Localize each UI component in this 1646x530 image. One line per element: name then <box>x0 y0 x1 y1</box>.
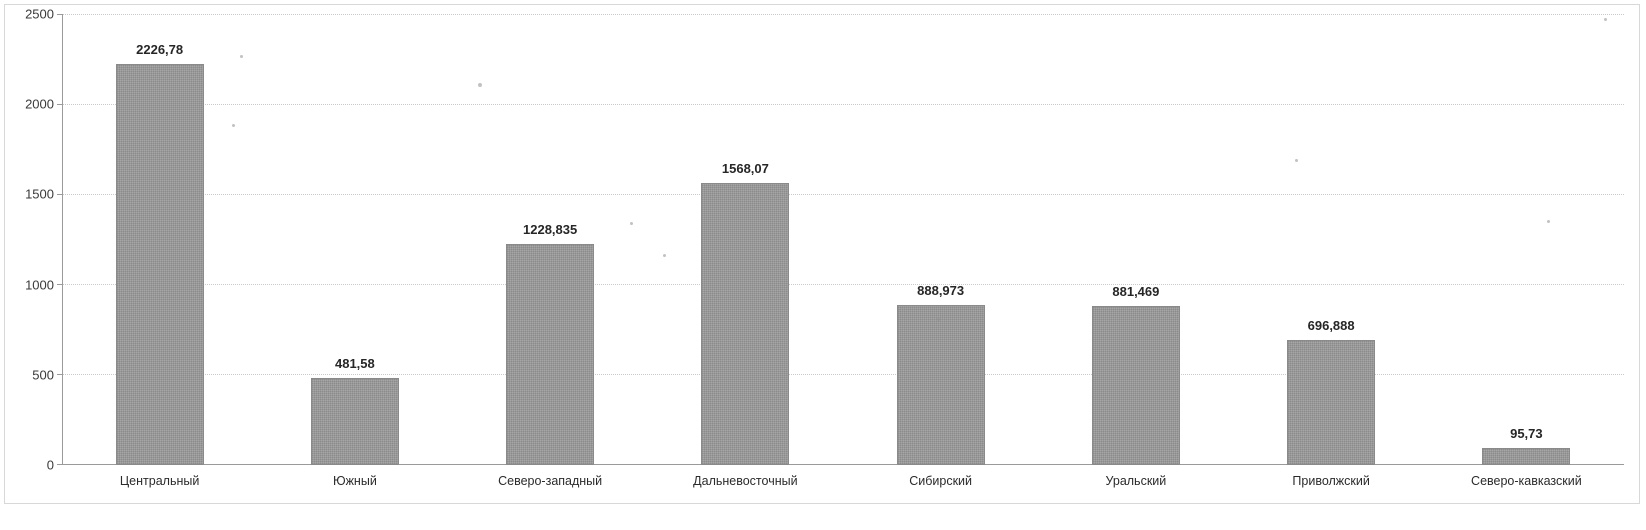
x-axis-category-label: Северо-кавказский <box>1471 474 1582 488</box>
scan-artifact <box>240 55 243 58</box>
bar-group[interactable] <box>843 14 1038 465</box>
bar-group[interactable] <box>1234 14 1429 465</box>
scan-artifact <box>937 318 940 321</box>
bar-group[interactable] <box>257 14 452 465</box>
y-axis-tick-label: 500 <box>32 367 54 383</box>
y-axis-tick-label: 1000 <box>25 277 54 293</box>
bar-group[interactable] <box>648 14 843 465</box>
bar[interactable] <box>311 378 399 465</box>
x-axis-category-label: Дальневосточный <box>693 474 798 488</box>
bar-group[interactable] <box>453 14 648 465</box>
scan-artifact <box>1295 159 1298 162</box>
x-axis-category-label: Центральный <box>119 474 200 488</box>
bar-value-label: 888,973 <box>917 283 965 298</box>
bar[interactable] <box>116 64 204 465</box>
bar[interactable] <box>701 183 789 465</box>
x-axis-category-label: Сибирский <box>909 474 973 488</box>
bar[interactable] <box>1092 306 1180 465</box>
x-axis-labels <box>62 470 1624 500</box>
y-axis-tick-label: 2000 <box>25 96 54 112</box>
scan-artifact <box>1547 220 1550 223</box>
x-axis-category-label: Приволжский <box>1292 474 1370 488</box>
scan-artifact <box>1604 18 1607 21</box>
bar-value-label: 481,58 <box>334 356 375 372</box>
y-axis-tick-label: 2500 <box>25 6 54 22</box>
bar-group[interactable] <box>1429 14 1624 465</box>
scan-artifact <box>478 83 482 87</box>
bar-value-label: 2226,78 <box>136 42 184 58</box>
bar-group[interactable] <box>62 14 257 465</box>
x-axis-category-label: Уральский <box>1105 474 1167 488</box>
bar[interactable] <box>1287 340 1375 465</box>
bar[interactable] <box>897 305 985 465</box>
bar-value-label: 881,469 <box>1112 284 1160 300</box>
y-axis-tick-label: 1500 <box>25 186 54 202</box>
x-axis-category-label: Южный <box>332 474 377 488</box>
scan-artifact <box>232 124 235 127</box>
bars-layer <box>62 14 1624 465</box>
bar[interactable] <box>506 244 594 465</box>
y-axis-tick-label: 0 <box>46 457 54 473</box>
bar[interactable] <box>1482 448 1570 465</box>
bar-value-label: 696,888 <box>1307 317 1355 333</box>
bar-value-label: 1568,07 <box>721 160 769 176</box>
bar-value-label: 95,73 <box>1510 425 1543 441</box>
bar-group[interactable] <box>1038 14 1233 465</box>
x-axis-category-label: Северо-западный <box>498 474 603 488</box>
scan-artifact <box>630 222 633 225</box>
y-axis-labels <box>8 6 54 473</box>
bar-value-label: 1228,835 <box>523 221 578 237</box>
scan-artifact <box>663 254 666 257</box>
